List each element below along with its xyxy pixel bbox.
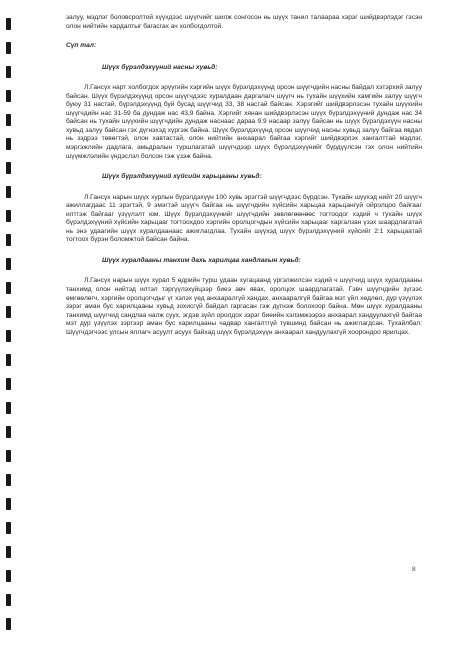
- intro-paragraph: залуу, мэдлэг боловсролтой хүүхдээс шүүгчийг шилж сонгосон нь шүүх танил талаараа хэрэг шийдвэрлэдэг гэсэн олон нийтийн хардалтыг багасгах ач холбогдолтой.: [66, 14, 422, 30]
- binder-hole: [6, 162, 11, 174]
- binder-holes: [6, 0, 16, 650]
- binder-hole: [6, 210, 11, 222]
- binder-hole: [6, 402, 11, 414]
- paragraph-gender: Л.Гансүх нарын шүүх хурлын бүрэлдэхүүн 100 хувь эрэгтэй шүүгчдээс бүрдсэн. Тухайн шүүхэд нийт 20 шүүгч ажиллагдаас 11 эрэгтэй, 9 эмэгтэй шүүгч байгаа нь шүүгчдийн хүйсийн харьцаа харьцангуй ойролцоо байгааг илтгэж байгааг үзүүлэлт юм. Шүүх бүрэлдэхүүнийг шүүгчдийн зөвлөгөөнөөс тогтоодог хэдий ч тухайн шүүх бүрэлдэхүүний хүйсийн харьцааг тогтоохдоо хэргийн оролцогчдын хүйсийн харьцааг харгалзан үзэх шаардлагатай нь энэ удаагийн шүүх хуралдаанаас ажиглагдлаа. Тухайн шүүхэд шүүх бүрэлдэхүүний хүйсийг 2:1 харьцаатай тогтоох бүрэн боломжтой байсан байна.: [66, 193, 422, 244]
- heading-courtroom-conduct: Шүүх хуралдааны танхим дахь харилцаа хандлагын хувьд:: [102, 256, 301, 264]
- binder-hole: [6, 282, 11, 294]
- binder-hole: [6, 594, 11, 606]
- binder-hole: [6, 378, 11, 390]
- binder-hole: [6, 42, 11, 54]
- binder-hole: [6, 186, 11, 198]
- binder-hole: [6, 330, 11, 342]
- binder-hole: [6, 354, 11, 366]
- binder-hole: [6, 450, 11, 462]
- binder-hole: [6, 570, 11, 582]
- heading-age: Шүүх бүрэлдэхүүний насны хувьд:: [102, 63, 218, 71]
- binder-hole: [6, 546, 11, 558]
- binder-hole: [6, 522, 11, 534]
- page-number: 8: [412, 566, 416, 573]
- binder-hole: [6, 90, 11, 102]
- paragraph-age: Л.Гансүх нарт холбогдох эрүүгийн хэргийн шүүх бүрэлдэхүүнд орсон шүүгчдийн насны байдал хэтэрхий залуу байсан. Шүүх бүрэлдэхүүнд орсон шүүгчдээс хуралдаан даргалагч шүүгч нь тухайн шүүхийн хамгийн залуу шүүгч буюу 31 настай, бүрэлдэхүүнд буй бусад шүүгчид 33, 38 настай байсан. Хэрэгийг шийдвэрлэсэн тухайн шүүхийн шүүгчдийн нас 31-59 ба дундаж нас 43,9 байна. Хэргийг хянан шийдвэрлэсэн шүүх бүрэлдэхүүний дундаж нас 34 байсан нь тухайн шүүхийн шүүгчдийн дундаж наснаас дараа 9.9 насаар залуу байсан нь шүүх бүрэлдэхүүн насны хувьд залуу байсан гэх дүгнэхэд хүргэж байна. Шүүх бүрэлдэхүүнд орсон шүүгчид насны хувьд залуу байгаа явдал нь зэдрээ төвөгтэй, олон хавтастай, олон нийтийн анхаарал байгаа хэргийг шийдвэрлэх хангалттай мэдлэг, мэргэжлийн дадлага, амьдралын туршлагатай шүүгчдээр шүүх бүрэлдэхүүнийг бүрдүүлсэн гэх олон нийтийн шүүмжлэлийн үндэслэл болсон гэж үзэж байна.: [66, 84, 422, 160]
- binder-hole: [6, 618, 11, 630]
- document-page: [66, 14, 422, 337]
- binder-hole: [6, 474, 11, 486]
- binder-hole: [6, 138, 11, 150]
- binder-hole: [6, 114, 11, 126]
- binder-hole: [6, 498, 11, 510]
- section-heading-cons: Сүп тал:: [66, 42, 97, 50]
- binder-hole: [6, 426, 11, 438]
- heading-gender: Шүүх бүрэлдэхүүний хүйсийн харьцааны хувьд:: [102, 173, 262, 181]
- binder-hole: [6, 234, 11, 246]
- paragraph-courtroom-conduct: Л.Гансүх нарын шүүх хурал 5 өдрийн турш удаан хугацаанд үргэлжилсэн хэдий ч шүүгчид шүүх хуралдааны танхимд олон нийтэд илтэл тэргүүлэхүйцээр биеэ авч явах, оролцох шаардлагатай. Гэвч шүүгчдийн зүгээс өмгөөлөгч, хэргийн оролцогчдыг үг хэлэх үед анхааралгүй хандах, анхааралгүй байгаа мэт үйл хөдлөл, дур үзүүлэх зэрэг аман бус харилцааны хувьд зохисгүй байдал гаргасан гэж дүгнэж болохоор байна. Мөн шүүх хуралдааны танхимд шүүгчид сандлаа налж суух, эгдэв зүйл оролдох зэрэг биеийн хэлэмжээрээ анхаарал хандуулахгүй байгаа мэт дур үзүүлэх зэргээр аман бус харилцааны чадвар хангалтгүй түвшинд байсан нь ажиглагдсан. Тухайлбал: Шүүгчдэгчээс улсын яллагч асуулт асуух байхад шүүх бүрэлдэхүүн анхаарал хандуулахгүй хоорондоо ярилцах.: [66, 277, 422, 336]
- binder-hole: [6, 258, 11, 270]
- binder-hole: [6, 66, 11, 78]
- binder-hole: [6, 18, 11, 30]
- binder-hole: [6, 306, 11, 318]
